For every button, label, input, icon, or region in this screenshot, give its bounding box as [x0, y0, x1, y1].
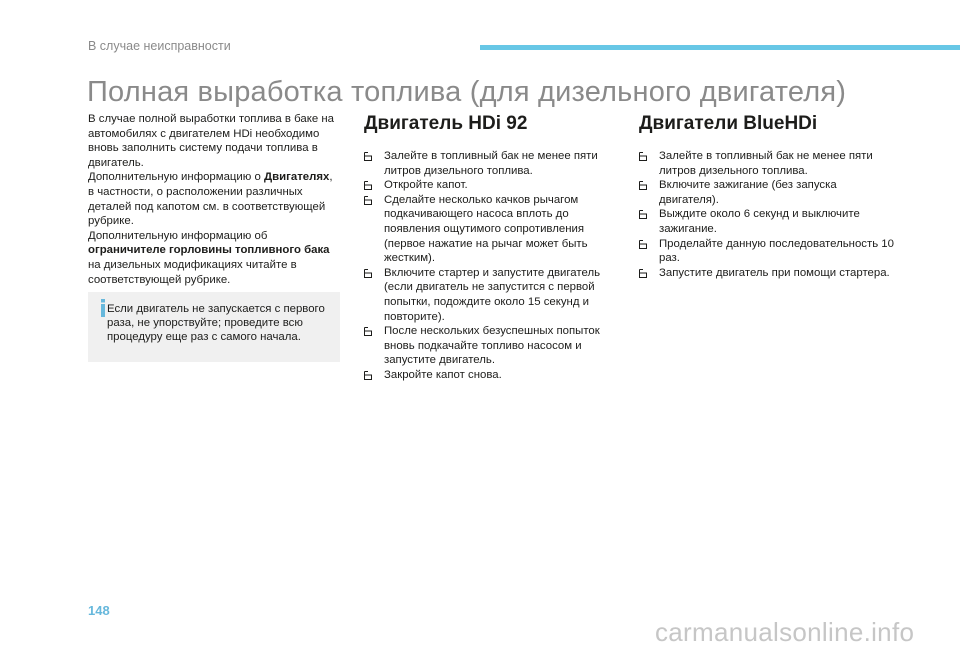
hand-pointer-icon — [364, 269, 372, 278]
list-item: Запустите двигатель при помощи стартера. — [639, 266, 895, 281]
info-note — [88, 292, 340, 362]
hand-pointer-icon — [639, 181, 647, 190]
section-label: В случае неисправности — [88, 39, 231, 53]
list-item: Включите зажигание (без запуска двигателя). — [639, 178, 895, 207]
list-item: Закройте капот снова. — [364, 368, 619, 383]
bluehdi-column — [639, 112, 895, 280]
bluehdi-steps — [639, 149, 895, 280]
watermark: carmanualsonline.info — [655, 617, 915, 647]
engines-link-text: Двигателях — [264, 171, 330, 184]
bluehdi-heading: Двигатели BlueHDi — [639, 113, 818, 134]
list-item: Откройте капот. — [364, 178, 619, 193]
intro-column — [88, 112, 340, 287]
intro-paragraph-2: Дополнительную информацию о Двигателях, в частности, о расположении различных деталей под капотом см. в соответствующей рубрике. — [88, 171, 333, 228]
hand-pointer-icon — [639, 152, 647, 161]
list-item: Выждите около 6 секунд и выключите зажигание. — [639, 207, 895, 236]
intro-paragraph-3: Дополнительную информацию об ограничителе горловины топливного бака на дизельных модификациях читайте в соответствующей рубрике. — [88, 229, 330, 286]
section-color-bar — [480, 45, 960, 50]
hdi92-heading: Двигатель HDi 92 — [364, 113, 528, 134]
hand-pointer-icon — [364, 327, 372, 336]
page-number: 148 — [88, 603, 110, 618]
hand-pointer-icon — [639, 240, 647, 249]
intro-paragraph-1: В случае полной выработки топлива в баке на автомобилях с двигателем HDi необходимо вновь заполнить систему подачи топлива в двигатель. — [88, 113, 334, 169]
hand-pointer-icon — [639, 269, 647, 278]
hand-pointer-icon — [639, 210, 647, 219]
filler-cap-link-text: ограничителе горловины топливного бака — [88, 244, 330, 257]
hand-pointer-icon — [364, 181, 372, 190]
hand-pointer-icon — [364, 152, 372, 161]
page-title: Полная выработка топлива (для дизельного двигателя) — [87, 76, 847, 108]
note-text: Если двигатель не запускается с первого раза, не упорствуйте; проведите всю процедуру еще раз с самого начала. — [107, 303, 325, 344]
list-item: После нескольких безуспешных попыток вновь подкачайте топливо насосом и запустите двигатель. — [364, 324, 619, 368]
hdi92-steps — [364, 149, 619, 383]
hdi92-column — [364, 112, 619, 383]
list-item: Залейте в топливный бак не менее пяти литров дизельного топлива. — [364, 149, 619, 178]
hand-pointer-icon — [364, 371, 372, 380]
list-item: Проделайте данную последовательность 10 раз. — [639, 237, 895, 266]
list-item: Сделайте несколько качков рычагом подкачивающего насоса вплоть до появления ощутимого сопротивления (первое нажатие на рычаг может быть жестким). — [364, 193, 619, 266]
list-item: Включите стартер и запустите двигатель (если двигатель не запустится с первой попытки, подождите около 15 секунд и повторите). — [364, 266, 619, 324]
list-item: Залейте в топливный бак не менее пяти литров дизельного топлива. — [639, 149, 895, 178]
hand-pointer-icon — [364, 196, 372, 205]
